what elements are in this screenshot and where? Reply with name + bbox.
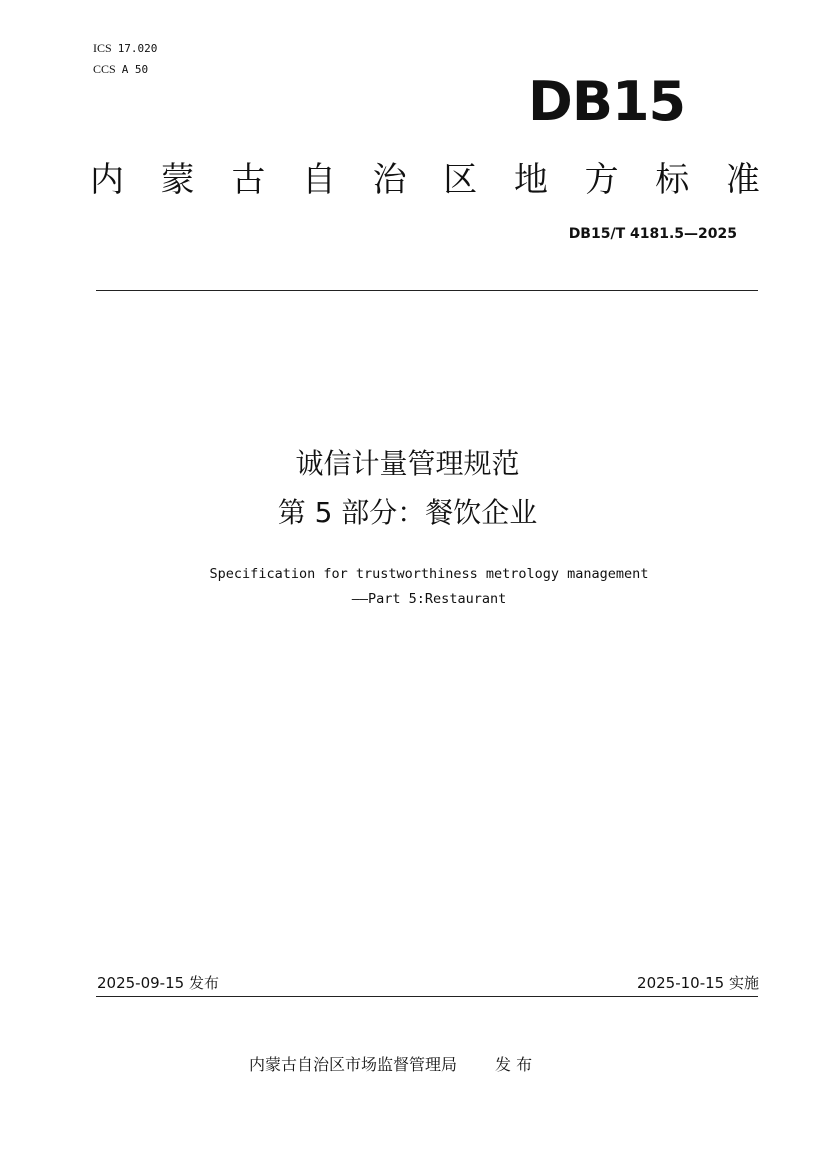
implementation-date: 2025-10-15 实施 [637, 974, 759, 992]
document-subtitle: 第 5 部分：餐饮企业 [277, 496, 538, 529]
issuer-line [249, 1054, 532, 1076]
top-divider [96, 290, 758, 291]
bottom-divider [96, 996, 758, 997]
ics-label: ICS [93, 41, 112, 55]
issuer-verb: 发 布 [495, 1055, 533, 1074]
issue-date: 2025-09-15 发布 [97, 974, 219, 992]
standard-number: DB15/T 4181.5—2025 [568, 226, 737, 242]
ccs-label: CCS [93, 62, 116, 76]
authority-char: 治 [372, 160, 407, 200]
standard-logo: DB15 [528, 70, 686, 133]
authority-char: 蒙 [160, 160, 195, 200]
document-title: 诚信计量管理规范 [295, 447, 520, 480]
ccs-code: A 50 [121, 63, 149, 76]
ccs-line [93, 62, 148, 77]
english-title: Specification for trustworthiness metrology management [209, 566, 649, 582]
authority-char: 方 [584, 160, 619, 200]
english-subtitle: ——Part 5:Restaurant [351, 591, 507, 607]
ics-line [93, 41, 157, 56]
ics-code: 17.020 [117, 42, 158, 55]
authority-char: 准 [725, 160, 760, 200]
authority-char: 标 [655, 160, 690, 200]
authority-title [90, 158, 760, 202]
issuer-name: 内蒙古自治区市场监督管理局 [249, 1055, 458, 1074]
authority-char: 自 [301, 160, 336, 200]
authority-char: 区 [443, 160, 478, 200]
authority-char: 地 [513, 160, 548, 200]
authority-char: 内 [90, 160, 124, 200]
authority-char: 古 [231, 160, 266, 200]
